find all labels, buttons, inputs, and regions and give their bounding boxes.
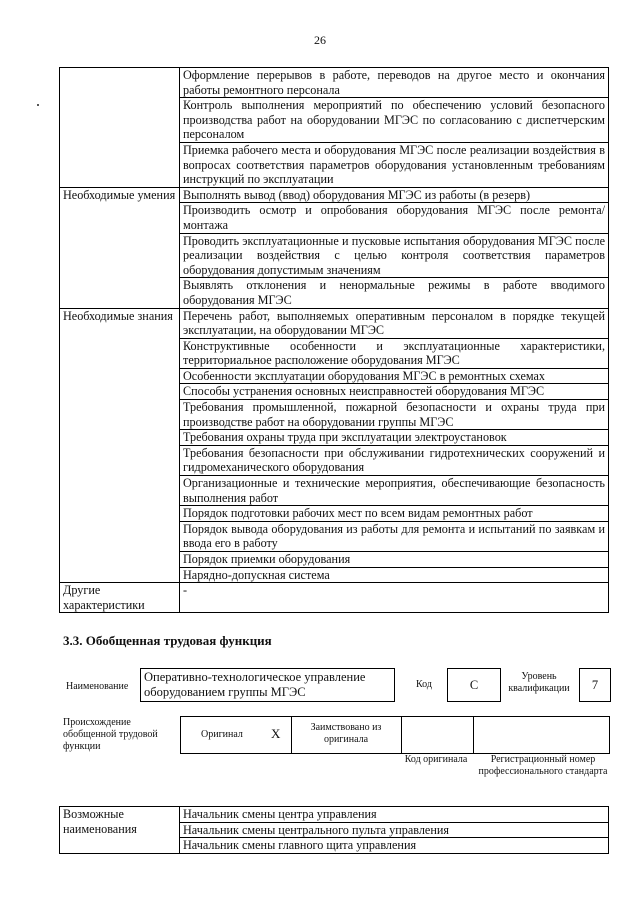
name-label: Наименование	[66, 681, 129, 692]
divider	[473, 717, 474, 753]
table-cell: Контроль выполнения мероприятий по обеспечению условий безопасного производства работ на оборудовании МГЭС по согласованию с диспетчерским персоналом	[180, 98, 609, 143]
origin-row	[180, 716, 610, 754]
label-possible-names: Возможные наименования	[60, 807, 180, 854]
reg-number-label: Регистрационный номер профессионального стандарта	[478, 754, 608, 777]
page-number: 26	[314, 33, 326, 47]
table-cell: -	[180, 583, 609, 613]
table-cell: Организационные и технические мероприятия, обеспечивающие безопасность выполнения работ	[180, 476, 609, 506]
table-cell: Начальник смены главного щита управления	[180, 838, 609, 854]
original-mark: X	[271, 726, 281, 741]
code-label: Код	[416, 679, 432, 690]
table-cell: Порядок приемки оборудования	[180, 552, 609, 568]
table-cell: Требования безопасности при обслуживании гидротехнических сооружений и гидромеханического оборудования	[180, 445, 609, 475]
possible-names-table	[59, 806, 609, 854]
level-value: 7	[579, 668, 611, 702]
table-cell: Порядок подготовки рабочих мест по всем видам ремонтных работ	[180, 506, 609, 522]
original-label: Оригинал	[201, 729, 243, 740]
table-cell: Приемка рабочего места и оборудования МГЭС после реализации воздействия в вопросах соответствия параметров оборудования установленным требованиям инструкций по эксплуатации	[180, 142, 609, 187]
table-cell: Начальник смены центра управления	[180, 807, 609, 823]
table-cell: Выявлять отклонения и ненормальные режимы в работе вводимого оборудования МГЭС	[180, 278, 609, 308]
table-cell: Особенности эксплуатации оборудования МГЭС в ремонтных схемах	[180, 368, 609, 384]
label-knowledge: Необходимые знания	[60, 308, 180, 583]
label-other: Другие характеристики	[60, 583, 180, 613]
table-cell: Требования охраны труда при эксплуатации электроустановок	[180, 430, 609, 446]
table-cell: Проводить эксплуатационные и пусковые испытания оборудования МГЭС после реализации воздействия с целью контроля соответствия параметров оборудования допустимым значениям	[180, 233, 609, 278]
table-cell: Требования промышленной, пожарной безопасности и охраны труда при производстве работ на оборудовании группы МГЭС	[180, 400, 609, 430]
code-original-label: Код оригинала	[404, 754, 468, 765]
competency-table	[59, 67, 609, 613]
table-cell: Порядок вывода оборудования из работы для ремонта и испытаний по заявкам и ввода его в работу	[180, 521, 609, 551]
table-cell: Выполнять вывод (ввод) оборудования МГЭС из работы (в резерв)	[180, 187, 609, 203]
table-cell: Перечень работ, выполняемых оперативным персоналом в порядке текущей эксплуатации, на оборудовании МГЭС	[180, 308, 609, 338]
name-value: Оперативно-технологическое управление оборудованием группы МГЭС	[140, 668, 395, 702]
table-cell: Нарядно-допускная система	[180, 567, 609, 583]
table-cell: Начальник смены центрального пульта управления	[180, 822, 609, 838]
origin-label: Происхождение обобщенной трудовой функции	[63, 717, 158, 752]
table-label	[60, 68, 180, 188]
table-cell: Производить осмотр и опробования оборудования МГЭС после ремонта/монтажа	[180, 203, 609, 233]
borrowed-label: Заимствовано из оригинала	[310, 722, 382, 745]
table-cell: Способы устранения основных неисправностей оборудования МГЭС	[180, 384, 609, 400]
table-cell: Оформление перерывов в работе, переводов на другое место и окончания работы ремонтного персонала	[180, 68, 609, 98]
scan-dot	[37, 104, 39, 106]
divider	[401, 717, 402, 753]
level-label: Уровень квалификации	[508, 671, 570, 694]
table-cell: Конструктивные особенности и эксплуатационные характеристики, территориальное расположение оборудования МГЭС	[180, 338, 609, 368]
label-skills: Необходимые умения	[60, 187, 180, 308]
section-title: 3.3. Обобщенная трудовая функция	[63, 633, 272, 648]
divider	[291, 717, 292, 753]
code-value: C	[447, 668, 501, 702]
